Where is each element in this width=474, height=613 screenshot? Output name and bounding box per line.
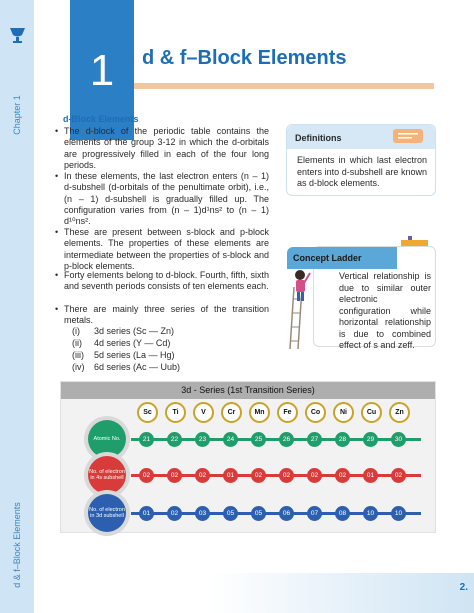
row-value: 02 — [391, 468, 406, 483]
series-text: 4d series (Y — Cd) — [94, 338, 171, 348]
series-number: (iv) — [72, 362, 85, 372]
definitions-title: Definitions — [295, 133, 342, 143]
row-value: 28 — [335, 432, 350, 447]
element-symbol: Mn — [249, 402, 270, 423]
concept-ladder-text: Vertical relationship is due to similar outer electronic configuration while horizontal relationship is due to combined effect of s and zeff. — [339, 271, 431, 350]
sidebar-chapter-label: Chapter 1 — [12, 95, 22, 135]
element-symbol: Zn — [389, 402, 410, 423]
trophy-icon — [9, 26, 26, 44]
row-value: 03 — [195, 506, 210, 521]
row-label: Atomic No. — [88, 420, 126, 458]
chapter-title: d & f–Block Elements — [142, 47, 347, 69]
row-value: 02 — [139, 468, 154, 483]
ladder-icon — [288, 267, 314, 349]
bullet-item: • In these elements, the last electron enters (n – 1) d-subshell (d-orbitals of the penultimate orbit), i.e., (n – 1) d-subshell is gradually filled up. The configuration varies from (n – 1)d¹ns² to (n – 1) d¹⁰ns². — [64, 171, 269, 227]
row-value: 22 — [167, 432, 182, 447]
bullet-item: • Forty elements belong to d-block. Fourth, fifth, sixth and seventh periods consists of ten elements each. — [64, 270, 269, 293]
row-value: 01 — [223, 468, 238, 483]
row-value: 26 — [279, 432, 294, 447]
bullet-item: • There are mainly three series of the transition metals. — [64, 304, 269, 327]
row-value: 02 — [251, 468, 266, 483]
row-value: 01 — [363, 468, 378, 483]
row-label: No. of electron in 4s subshell — [88, 456, 126, 494]
footer-band — [34, 573, 474, 613]
series-text: 5d series (La — Hg) — [94, 350, 175, 360]
row-value: 02 — [167, 506, 182, 521]
series-number: (iii) — [72, 350, 84, 360]
definitions-card — [286, 124, 436, 196]
row-value: 02 — [335, 468, 350, 483]
concept-ladder-title: Concept Ladder — [293, 253, 362, 263]
bullet-item: • These are present between s-block and p-block elements. The properties of these elements are intermediate between the properties of s-block and p-block elements. — [64, 227, 269, 272]
row-value: 05 — [223, 506, 238, 521]
element-symbol: Ti — [165, 402, 186, 423]
row-value: 07 — [307, 506, 322, 521]
definitions-header — [287, 125, 435, 149]
row-value: 29 — [363, 432, 378, 447]
row-value: 05 — [251, 506, 266, 521]
row-value: 02 — [279, 468, 294, 483]
row-value: 23 — [195, 432, 210, 447]
bullet-item: • The d-block of the periodic table contains the elements of the group 3-12 in which the d-orbitals are progressively filled in each of the four long periods. — [64, 126, 269, 171]
section-heading: d-Block Elements — [63, 114, 139, 124]
element-symbol: Ni — [333, 402, 354, 423]
row-value: 30 — [391, 432, 406, 447]
element-symbol: Cu — [361, 402, 382, 423]
series-text: 6d series (Ac — Uub) — [94, 362, 181, 372]
row-label: No. of electron in 3d subshell — [88, 494, 126, 532]
row-value: 27 — [307, 432, 322, 447]
3d-series-table — [60, 381, 436, 533]
row-value: 25 — [251, 432, 266, 447]
sidebar — [0, 0, 34, 613]
row-value: 01 — [139, 506, 154, 521]
element-symbol: Co — [305, 402, 326, 423]
row-value: 10 — [363, 506, 378, 521]
row-value: 08 — [335, 506, 350, 521]
page-number: 2. — [459, 582, 468, 593]
row-value: 10 — [391, 506, 406, 521]
note-icon — [393, 129, 423, 143]
row-value: 02 — [195, 468, 210, 483]
element-symbol: Cr — [221, 402, 242, 423]
concept-ladder-header — [287, 247, 397, 269]
element-symbol: Fe — [277, 402, 298, 423]
series-number: (i) — [72, 326, 80, 336]
row-value: 06 — [279, 506, 294, 521]
definitions-text: Elements in which last electron enters into d-subshell are known as d-block elements. — [297, 155, 427, 188]
row-value: 24 — [223, 432, 238, 447]
series-text: 3d series (Sc — Zn) — [94, 326, 175, 336]
series-number: (ii) — [72, 338, 82, 348]
row-value: 21 — [139, 432, 154, 447]
row-value: 02 — [307, 468, 322, 483]
table-title: 3d - Series (1st Transition Series) — [61, 382, 435, 399]
concept-ladder-card — [293, 246, 436, 350]
title-underline — [134, 83, 434, 89]
element-symbol: V — [193, 402, 214, 423]
chapter-number: 1 — [89, 46, 115, 95]
row-value: 02 — [167, 468, 182, 483]
element-symbol: Sc — [137, 402, 158, 423]
sidebar-chapter-title: d & f–Block Elements — [12, 502, 22, 588]
